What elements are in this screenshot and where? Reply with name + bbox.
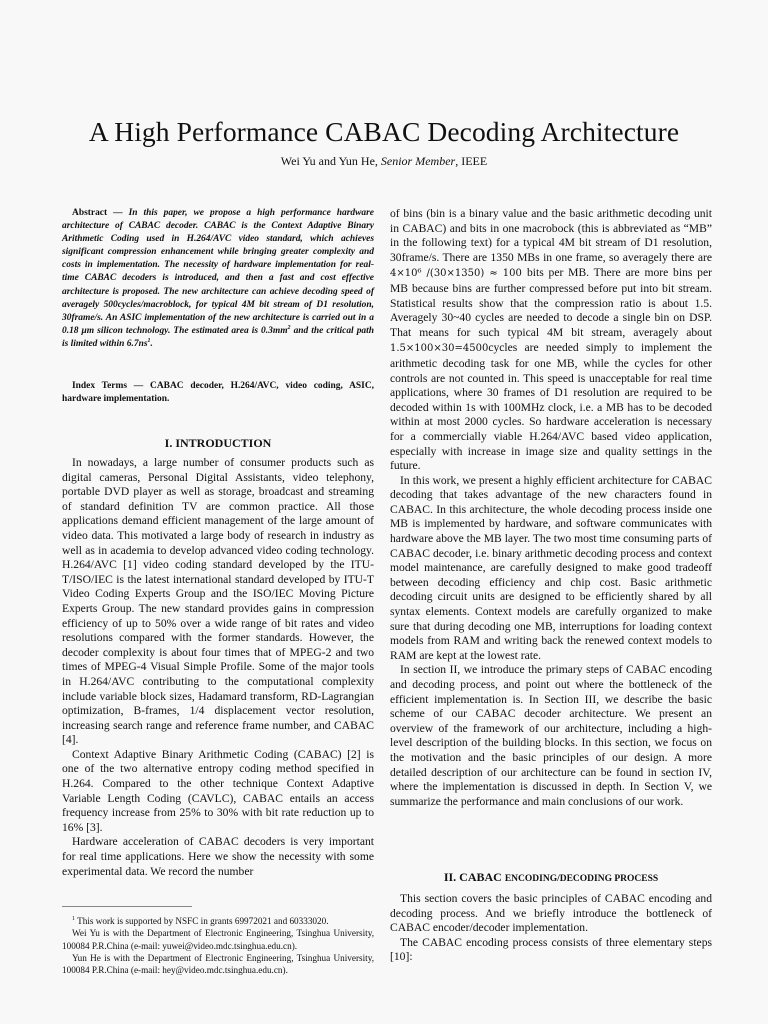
section2-paragraph-1: This section covers the basic principles of CABAC encoding and decoding process. And we briefly introduce the bottleneck of CABAC encoder/decoder implementation.	[390, 892, 712, 935]
abstract	[62, 207, 374, 351]
abstract-superscript-2: 2	[287, 324, 291, 331]
author-names: Wei Yu and Yun He,	[280, 154, 381, 168]
abstract-footnote-mark: 1	[147, 337, 151, 344]
footnotes	[62, 915, 374, 976]
abstract-body: In this paper, we propose a high performance hardware architecture of CABAC decoder. CABAC is the Context Adaptive Binary Arithmetic Coding used in H.264/AVC video standard, which achieves significant compression enhancement while bringing greater complexity and costs in implementation. The necessity of hardware implementation for real-time CABAC decoders is introduced, and then a fast and cost effective architecture is proposed. The new architecture can achieve decoding speed of averagely 500cycles/macroblock, for typical 4M bit stream of D1 resolution, 30frame/s. An ASIC implementation of the new architecture is carried out in a 0.18 μm silicon technology. The estimated area is 0.3mm	[62, 208, 374, 336]
abstract-end: .	[150, 338, 153, 349]
footnote-mark: 1	[72, 915, 75, 922]
footnote-author-1: Wei Yu is with the Department of Electronic Engineering, Tsinghua University, 100084 P.R.China (e-mail: yuwei@video.mdc.tsinghua.edu.cn).	[62, 928, 374, 951]
left-column-body	[62, 456, 374, 879]
section2-paragraph-2: The CABAC encoding process consists of three elementary steps [10]:	[390, 935, 712, 964]
abstract-label: Abstract —	[72, 208, 123, 218]
intro-paragraph-5: In section II, we introduce the primary steps of CABAC encoding and decoding process, and point out where the bottleneck of the efficient implementation is. In Section III, we describe the basic scheme of our CABAC decoder architecture. We present an overview of the framework of our architecture, including a high-level description of the building blocks. In this section, we focus on the motivation and the basic principles of our design. A more detailed description of our architecture can be found in section IV, where the implementation is discussed in depth. In Section V, we summarize the performance and main conclusions of our work.	[390, 663, 712, 808]
author-line	[0, 154, 768, 168]
section2-body	[390, 892, 712, 965]
section-heading-introduction: I. INTRODUCTION	[164, 436, 272, 450]
section-heading-cabac: II. CABAC ENCODING/DECODING PROCESS	[443, 870, 659, 884]
index-terms: Index Terms — CABAC decoder, H.264/AVC, video coding, ASIC, hardware implementation.	[62, 381, 374, 405]
author-membership: Senior Member	[380, 154, 456, 168]
author-org: , IEEE	[455, 154, 488, 168]
intro-paragraph-1: In nowadays, a large number of consumer products such as digital cameras, Personal Digital Assistants, video telephony, portable DVD player as well as storage, broadcast and streaming of standard definition TV are common practice. All those applications demand efficient management of the large amount of video data. This motivated a large body of research in industry as well as in academia to develop advanced video coding technology. H.264/AVC [1] video coding standard developed by the ITU-T/ISO/IEC is the latest international standard developed by ITU-T Video Coding Experts Group and the ISO/IEC Moving Picture Experts Group. The new standard provides gains in compression efficiency of up to 50% over a wide range of bit rates and video resolutions compared with the former standards. However, the decoder complexity is about four times that of MPEG-2 and two times of MPEG-4 Visual Simple Profile. Some of the major tools in H.264/AVC contributing to the computational complexity include variable block sizes, Hadamard transform, RD-Lagrangian optimization, B-frames, 1/4 displacement vector resolution, increasing search range and reference frame number, and CABAC [4].	[62, 456, 374, 747]
equation-cycles-per-mb: 1.5×100×30=4500	[390, 343, 489, 355]
abstract-body-continued: and the critical path is limited within 6.7ns	[62, 325, 375, 349]
intro-paragraph-4: In this work, we present a highly efficient architecture for CABAC decoding that takes advantage of the new characters found in CABAC. In this architecture, the whole decoding process inside one MB is implemented by hardware, and software communicates with hardware above the MB layer. The two most time consuming parts of CABAC decoder, i.e. binary arithmetic decoding process and context model maintenance, are carefully designed to make good tradeoff between decoding efficiency and chip cost. Basic arithmetic decoding circuit units are designed to be efficiently shared by all syntax elements. Context models are carefully organized to make sure that during decoding one MB, interruptions for loading context models from RAM and writing back the renewed context models to RAM are kept at the lowest rate.	[390, 473, 712, 662]
footnote-divider	[62, 906, 192, 907]
intro-paragraph-2: Context Adaptive Binary Arithmetic Coding (CABAC) [2] is one of the two alternative entropy coding method specified in H.264. Compared to the other technique Context Adaptive Variable Length Coding (CAVLC), CABAC entails an access frequency increase from 25% to 30% with bit rate reduction up to 16% [3].	[62, 747, 374, 834]
right-column-body	[390, 207, 712, 809]
equation-bits-per-mb: 4×10⁶ /(30×1350) ≈ 100	[390, 268, 527, 280]
footnote-funding: $^1$ This work is supported by NSFC in grants 69972021 and 60333020.	[72, 915, 329, 926]
intro-paragraph-3-continued: of bins (bin is a binary value and the basic arithmetic decoding unit in CABAC) and bits in one macrobock (this is abbreviated as “MB” in the following text) for a typical 4M bit stream of D1 resolution, 30frame/s. There are 1350 MBs in one frame, so averagely there are 4×10⁶ /(30×1350) ≈ 100 bits per MB. There are more bins per MB because bins are further compressed before put into bit stream. Statistical results show that the compression ratio is about 1.5. Averagely 30~40 cycles are needed to decode a single bin on DSP. That means for such typical 4M bit stream, averagely about 1.5×100×30=4500cycles are needed simply to implement the arithmetic decoding task for one MB, while the cycles for other controls are not counted in. This speed is unacceptable for real time applications, where 30 frames of D1 resolution are required to be decoded within 1s with 100MHz clock, i.e. a MB has to be decoded within at most 2000 cycles. So hardware acceleration is necessary for a commercially viable H.264/AVC based video application, especially with increase in image size and quality settings in the future.	[390, 207, 712, 473]
intro-paragraph-3: Hardware acceleration of CABAC decoders is very important for real time applications. Here we show the necessity with some experimental data. We record the number	[62, 835, 374, 878]
footnote-author-2: Yun He is with the Department of Electronic Engineering, Tsinghua University, 100084 P.R.China (e-mail: hey@video.mdc.tsinghua.edu.cn).	[62, 952, 374, 976]
paper-title: A High Performance CABAC Decoding Architecture	[88, 116, 680, 147]
